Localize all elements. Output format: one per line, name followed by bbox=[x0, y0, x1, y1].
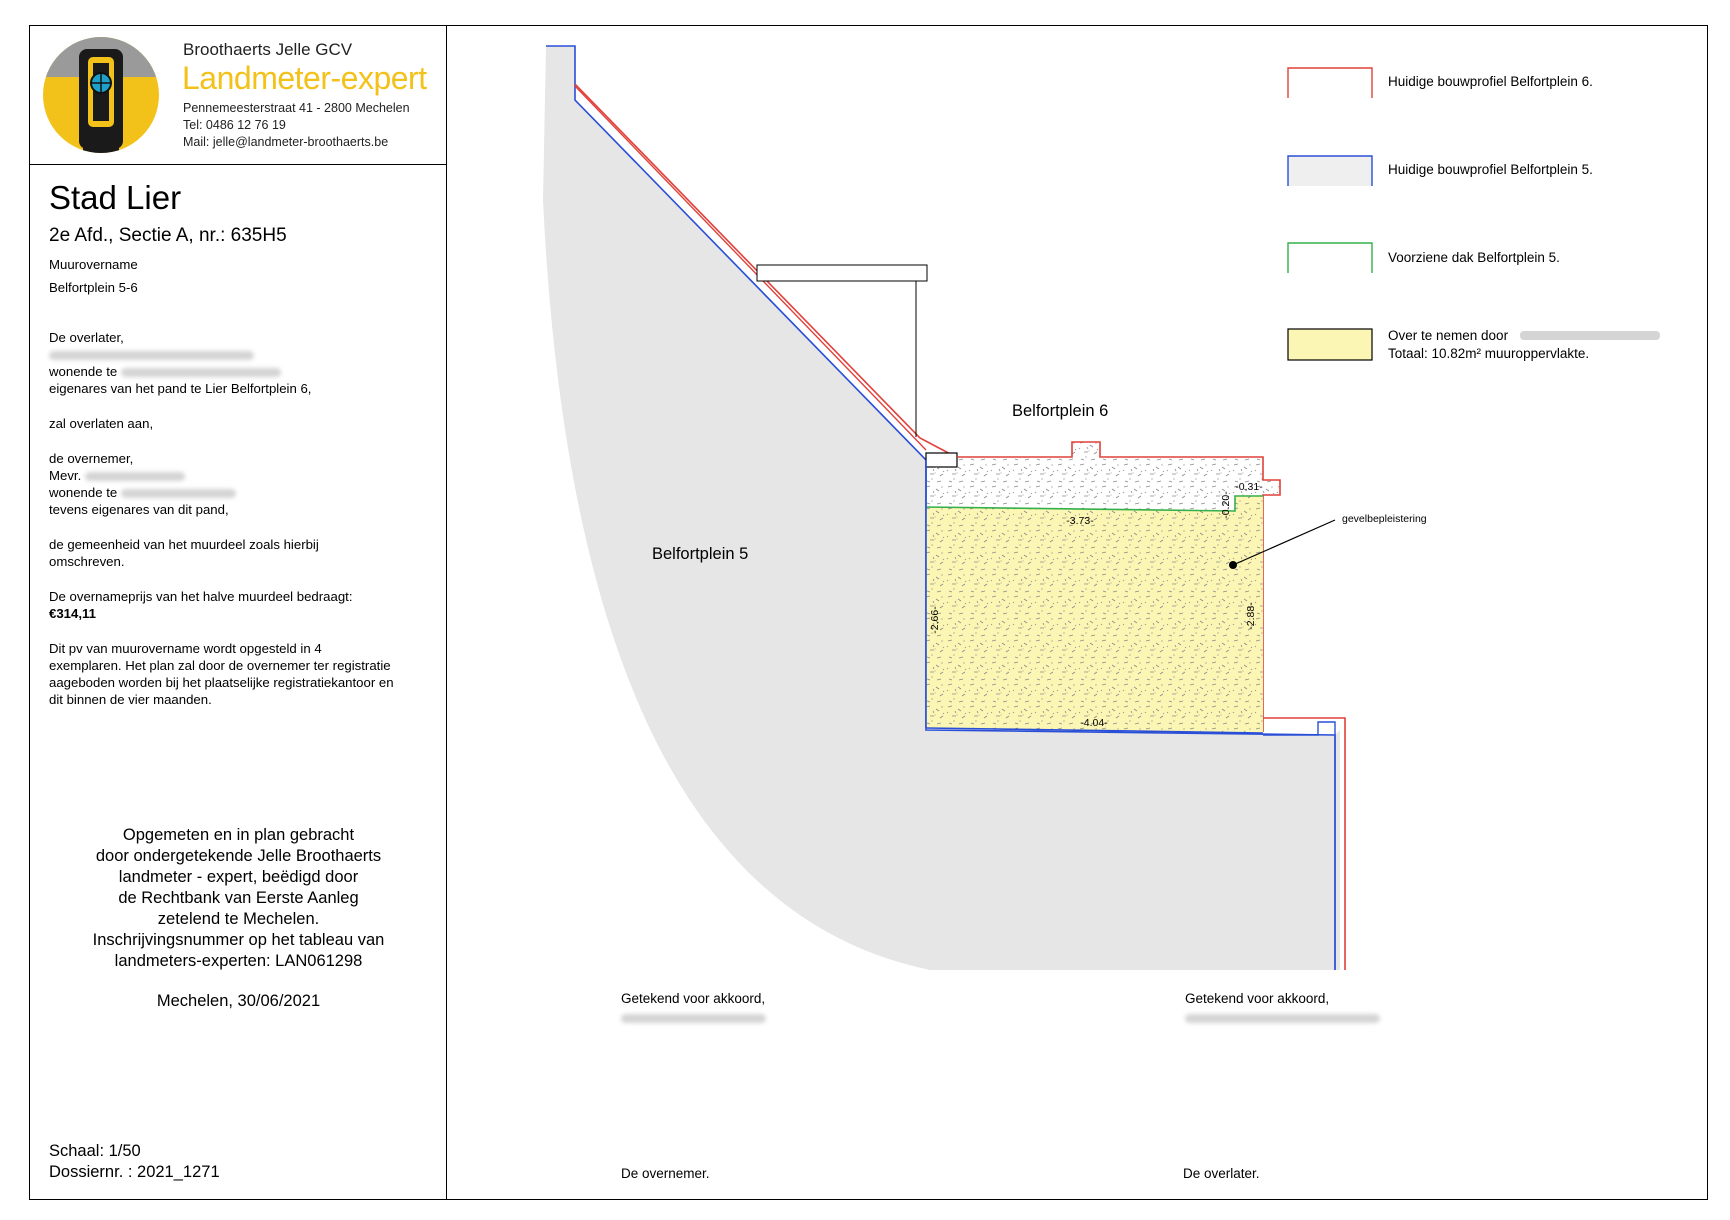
redacted-signature-name-left bbox=[621, 1010, 766, 1028]
certification-line: zetelend te Mechelen. bbox=[157, 910, 320, 928]
title-block bbox=[30, 26, 447, 1199]
overnemer-residence: wonende te bbox=[49, 484, 236, 501]
project-city: Stad Lier bbox=[49, 179, 182, 216]
label-belfortplein-5: Belfortplein 5 bbox=[652, 545, 749, 563]
certification-line: Opgemeten en in plan gebracht bbox=[122, 826, 355, 844]
certification-line: de Rechtbank van Eerste Aanleg bbox=[118, 889, 359, 907]
overnemer-ownership: tevens eigenares van dit pand, bbox=[49, 502, 229, 517]
overnemer-label: de overnemer, bbox=[49, 451, 134, 466]
company-title: Landmeter-expert bbox=[182, 60, 427, 96]
project-address: Belfortplein 5-6 bbox=[49, 280, 138, 295]
signature-overlater: De overlater. bbox=[1183, 1166, 1260, 1181]
annotation-gevelbepleistering: gevelbepleistering bbox=[1342, 513, 1427, 525]
legend-label-bp6: Huidige bouwprofiel Belfortplein 6. bbox=[1388, 74, 1593, 89]
gemeenheid-line-2: omschreven. bbox=[49, 554, 125, 569]
dim-offset: -0.31- bbox=[1235, 481, 1263, 493]
dim-step-height: -0.20- bbox=[1220, 491, 1232, 519]
pv-line-2: exemplaren. Het plan zal door de overnemer ter registratie bbox=[49, 658, 391, 673]
drawing-sheet-frame bbox=[29, 25, 1708, 1200]
price-value: €314,11 bbox=[49, 606, 96, 621]
company-mail: Mail: jelle@landmeter-broothaerts.be bbox=[183, 135, 389, 149]
project-parcel: 2e Afd., Sectie A, nr.: 635H5 bbox=[49, 225, 287, 246]
certification-line: Inschrijvingsnummer op het tableau van bbox=[92, 931, 385, 949]
redacted-signature-name-right bbox=[1185, 1010, 1380, 1028]
pv-line-4: dit binnen de vier maanden. bbox=[49, 692, 212, 707]
pv-line-3: aageboden worden bij het plaatselijke registratiekantoor en bbox=[49, 675, 394, 690]
certification-block bbox=[30, 825, 447, 972]
dim-left-height: -2.66- bbox=[929, 606, 941, 634]
company-address: Pennemeesterstraat 41 - 2800 Mechelen bbox=[183, 101, 410, 115]
company-header bbox=[30, 26, 446, 165]
signature-akkoord-right: Getekend voor akkoord, bbox=[1185, 991, 1330, 1006]
scale-label: Schaal: 1/50 bbox=[49, 1142, 141, 1160]
dossier-number: Dossiernr. : 2021_1271 bbox=[49, 1163, 220, 1181]
project-subject: Muurovername bbox=[49, 257, 138, 272]
certification-line: landmeter - expert, beëdigd door bbox=[118, 868, 359, 886]
overlater-ownership: eigenares van het pand te Lier Belfortplein 6, bbox=[49, 381, 312, 396]
overnemer-name: Mevr. bbox=[49, 467, 185, 484]
theodolite-logo-icon bbox=[41, 35, 161, 155]
gemeenheid-line-1: de gemeenheid van het muurdeel zoals hierbij bbox=[49, 537, 319, 552]
legend-label-bp5: Huidige bouwprofiel Belfortplein 5. bbox=[1388, 162, 1593, 177]
company-name: Broothaerts Jelle GCV bbox=[183, 40, 353, 59]
redacted-overlater-name bbox=[49, 346, 254, 363]
pv-line-1: Dit pv van muurovername wordt opgesteld in 4 bbox=[49, 641, 322, 656]
legend-label-takeover: Over te nemen door bbox=[1388, 328, 1509, 343]
legend-label-roof: Voorziene dak Belfortplein 5. bbox=[1388, 250, 1560, 265]
overlater-residence: wonende te bbox=[49, 363, 281, 380]
place-date: Mechelen, 30/06/2021 bbox=[156, 992, 321, 1010]
label-belfortplein-6: Belfortplein 6 bbox=[1012, 402, 1109, 420]
zal-overlaten: zal overlaten aan, bbox=[49, 416, 154, 431]
certification-line: landmeters-experten: LAN061298 bbox=[114, 952, 363, 970]
dim-right-height: -2.88- bbox=[1245, 602, 1257, 630]
dim-bottom-width: -4.04- bbox=[1080, 717, 1108, 729]
legend-label-total: Totaal: 10.82m² muuroppervlakte. bbox=[1388, 346, 1590, 361]
overlater-label: De overlater, bbox=[49, 330, 124, 345]
signature-overnemer: De overnemer. bbox=[621, 1166, 710, 1181]
signature-akkoord-left: Getekend voor akkoord, bbox=[621, 991, 766, 1006]
company-phone: Tel: 0486 12 76 19 bbox=[183, 118, 286, 132]
dim-top-width: -3.73- bbox=[1066, 515, 1094, 527]
certification-line: door ondergetekende Jelle Broothaerts bbox=[95, 847, 382, 865]
price-label: De overnameprijs van het halve muurdeel bedraagt: bbox=[49, 589, 353, 604]
